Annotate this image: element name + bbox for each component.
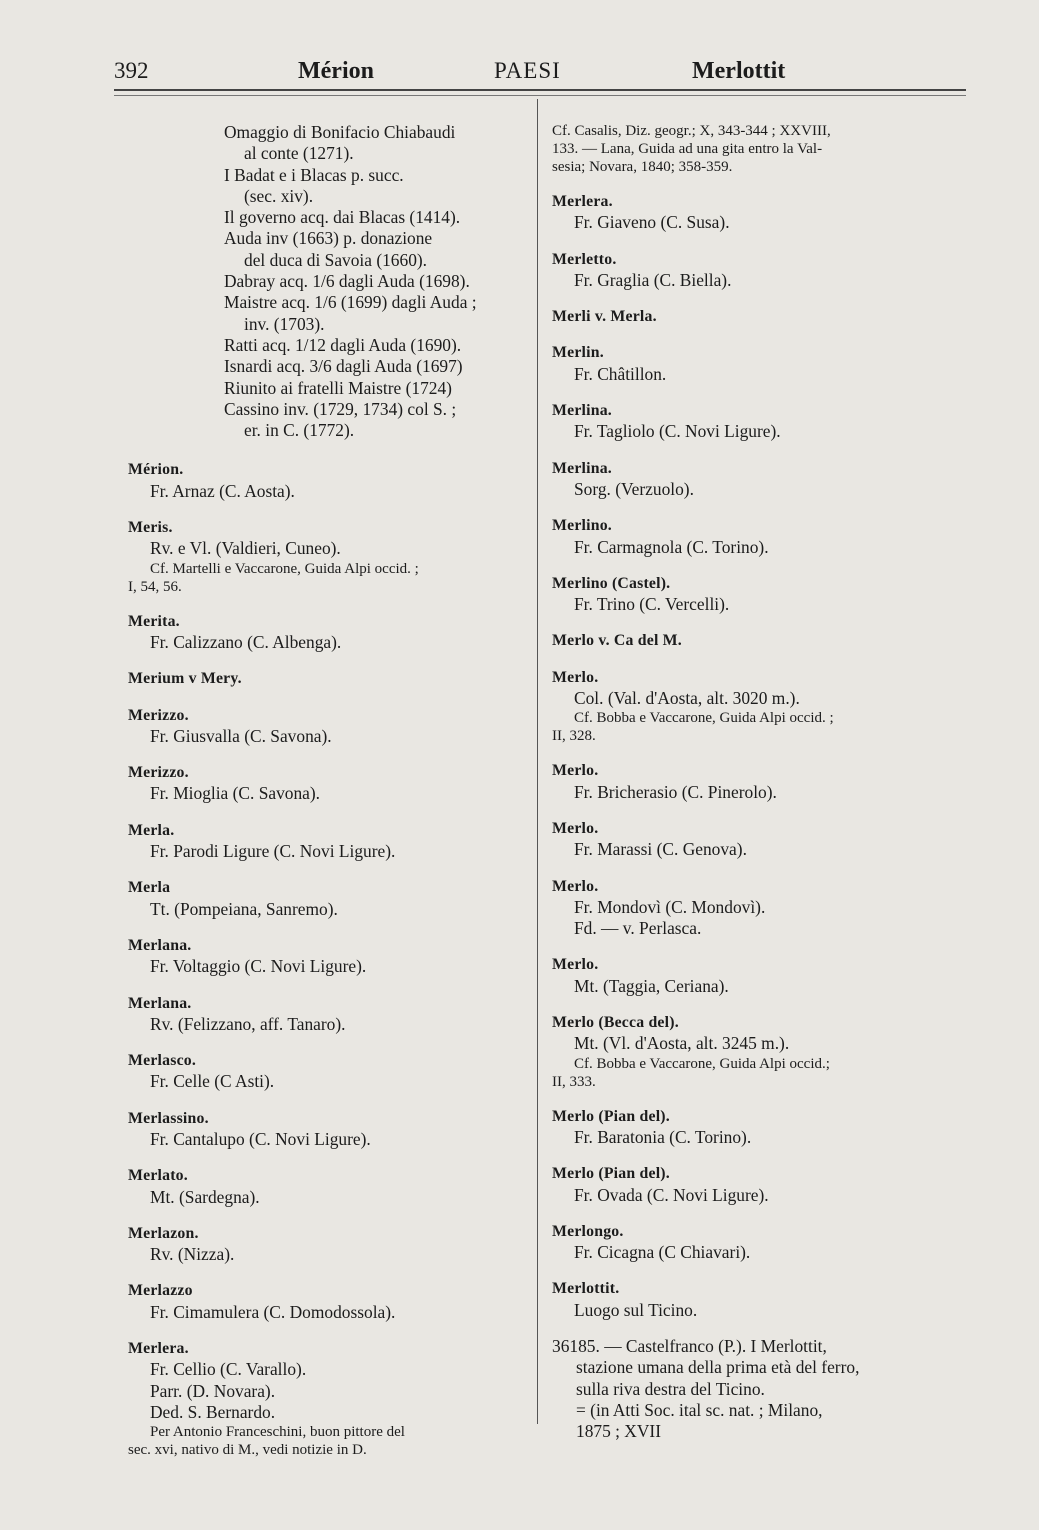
gazetteer-entry: [128, 611, 530, 654]
entry-note: II, 328.: [552, 728, 596, 745]
gazetteer-entry: [552, 630, 962, 651]
gazetteer-entry: [128, 705, 530, 748]
gazetteer-entry: [552, 876, 962, 940]
entry-line: Parr. (D. Novara).: [150, 1380, 276, 1401]
text-line: er. in C. (1772).: [244, 420, 355, 441]
entry-headword: Merlo v. Ca del M.: [552, 632, 682, 650]
text-line: Isnardi acq. 3/6 dagli Auda (1697): [224, 356, 463, 377]
entry-headword: Merli v. Merla.: [552, 308, 657, 326]
entry-line: Rv. (Nizza).: [150, 1244, 235, 1265]
entry-headword: Merlina.: [552, 459, 612, 477]
entry-note: Cf. Bobba e Vaccarone, Guida Alpi occid. ;: [574, 710, 834, 727]
entry-headword: Merlo.: [552, 956, 599, 974]
entry-line: Mt. (Sardegna).: [150, 1186, 260, 1207]
entry-line: Ded. S. Bernardo.: [150, 1401, 276, 1422]
entry-line: Fr. Cicagna (C Chiavari).: [574, 1242, 751, 1263]
bib-line: 1875 ; XVII: [576, 1421, 662, 1442]
entry-note: Cf. Martelli e Vaccarone, Guida Alpi occid. ;: [150, 560, 419, 577]
text-line: Cassino inv. (1729, 1734) col S. ;: [224, 398, 457, 419]
entry-line: Fr. Marassi (C. Genova).: [574, 839, 747, 860]
gazetteer-entry: [552, 1012, 962, 1091]
entry-note: Per Antonio Franceschini, buon pittore del: [150, 1424, 405, 1441]
gazetteer-entry: [552, 1278, 962, 1321]
entry-line: Fr. Carmagnola (C. Torino).: [574, 536, 769, 557]
gazetteer-entry: [128, 1223, 530, 1266]
note-line: 133. — Lana, Guida ad una gita entro la Val-: [552, 141, 823, 157]
entry-headword: Merletto.: [552, 250, 617, 268]
entry-line: Fr. Bricherasio (C. Pinerolo).: [574, 781, 777, 802]
entry-line: Fr. Giusvalla (C. Savona).: [150, 725, 332, 746]
right-column: [552, 122, 962, 1457]
entry-line: Fr. Celle (C Asti).: [150, 1071, 275, 1092]
entry-line: Fr. Cantalupo (C. Novi Ligure).: [150, 1128, 371, 1149]
gazetteer-entry: [552, 400, 962, 443]
gazetteer-entry: [552, 1106, 962, 1149]
entry-line: Luogo sul Ticino.: [574, 1299, 698, 1320]
entry-headword: Mérion.: [128, 461, 184, 479]
text-line: Il governo acq. dai Blacas (1414).: [224, 207, 461, 228]
entry-line: Fd. — v. Perlasca.: [574, 918, 702, 939]
gazetteer-entry: [552, 249, 962, 292]
entry-line: Fr. Graglia (C. Biella).: [574, 269, 732, 290]
note-line: sesia; Novara, 1840; 358-359.: [552, 159, 733, 175]
gazetteer-entry: [552, 573, 962, 616]
gazetteer-entry: [552, 667, 962, 746]
bib-text: — Castelfranco (P.). I Merlottit,: [604, 1335, 827, 1356]
gazetteer-entry: [128, 993, 530, 1036]
running-head-left: Mérion: [298, 58, 374, 84]
entry-headword: Merlongo.: [552, 1222, 624, 1240]
entry-headword: Merlazon.: [128, 1224, 199, 1242]
entry-line: Fr. Mioglia (C. Savona).: [150, 783, 321, 804]
entry-headword: Merla: [128, 879, 171, 897]
entry-headword: Merlana.: [128, 936, 192, 954]
entry-note: I, 54, 56.: [128, 578, 182, 595]
bib-number: 36185.: [552, 1335, 600, 1356]
entry-line: Fr. Parodi Ligure (C. Novi Ligure).: [150, 841, 396, 862]
text-line: Ratti acq. 1/12 dagli Auda (1690).: [224, 334, 462, 355]
gazetteer-entry: [552, 760, 962, 803]
entry-headword: Merita.: [128, 612, 180, 630]
entry-headword: Merlin.: [552, 344, 604, 362]
entry-headword: Merla.: [128, 821, 175, 839]
continued-entry: [128, 122, 530, 441]
bibliography-note: [552, 122, 962, 176]
entry-note: Cf. Bobba e Vaccarone, Guida Alpi occid.;: [574, 1055, 830, 1072]
entry-line: Fr. Trino (C. Vercelli).: [574, 594, 730, 615]
entry-headword: Merlo.: [552, 762, 599, 780]
entry-line: Fr. Ovada (C. Novi Ligure).: [574, 1184, 769, 1205]
gazetteer-entry: [552, 818, 962, 861]
left-column: [128, 122, 530, 1474]
gazetteer-entry: [552, 306, 962, 327]
entry-line: Sorg. (Verzuolo).: [574, 478, 694, 499]
gazetteer-entry: [128, 935, 530, 978]
entry-line: Fr. Arnaz (C. Aosta).: [150, 480, 295, 501]
gazetteer-entry: [552, 954, 962, 997]
entry-headword: Merlino (Castel).: [552, 574, 671, 592]
bib-line: stazione umana della prima età del ferro,: [576, 1357, 860, 1378]
entry-headword: Merlana.: [128, 994, 192, 1012]
entry-headword: Merlina.: [552, 402, 612, 420]
gazetteer-entry: [552, 1221, 962, 1264]
gazetteer-entry: [128, 517, 530, 596]
gazetteer-entry: [552, 342, 962, 385]
gazetteer-entry: [128, 1165, 530, 1208]
entry-headword: Merlo.: [552, 877, 599, 895]
gazetteer-entry: [128, 877, 530, 920]
entry-headword: Merlazzo: [128, 1282, 193, 1300]
header-rule-thin: [114, 95, 966, 96]
column-divider: [537, 99, 538, 1424]
entry-headword: Merlino.: [552, 517, 612, 535]
text-line: (sec. xiv).: [244, 185, 314, 206]
gazetteer-entry: [128, 459, 530, 502]
entry-line: Fr. Tagliolo (C. Novi Ligure).: [574, 421, 781, 442]
entry-line: Fr. Cimamulera (C. Domodossola).: [150, 1301, 396, 1322]
entry-headword: Merlato.: [128, 1167, 188, 1185]
bibliography-entry: [552, 1336, 962, 1442]
entry-headword: Merlera.: [552, 193, 613, 210]
entry-line: Rv. e Vl. (Valdieri, Cuneo).: [150, 538, 341, 559]
entry-line: Mt. (Taggia, Ceriana).: [574, 975, 729, 996]
entry-headword: Meris.: [128, 519, 173, 537]
text-line: Maistre acq. 1/6 (1699) dagli Auda ;: [224, 292, 477, 313]
text-line: Dabray acq. 1/6 dagli Auda (1698).: [224, 271, 470, 292]
text-line: Auda inv (1663) p. donazione: [224, 228, 433, 249]
entry-headword: Merlera.: [128, 1340, 189, 1358]
right-entry-list: [552, 191, 962, 1321]
running-head-section: PAESI: [494, 58, 561, 83]
page-number: 392: [114, 58, 149, 83]
gazetteer-entry: [128, 668, 530, 689]
page-header: [0, 52, 1039, 92]
text-line: al conte (1271).: [244, 143, 354, 164]
bib-line-first: [552, 1336, 962, 1357]
text-line: inv. (1703).: [244, 313, 325, 334]
gazetteer-entry: [128, 1108, 530, 1151]
entry-line: Fr. Cellio (C. Varallo).: [150, 1359, 307, 1380]
entry-headword: Merlassino.: [128, 1109, 209, 1127]
entry-line: Fr. Calizzano (C. Albenga).: [150, 631, 342, 652]
text-line: Omaggio di Bonifacio Chiabaudi: [224, 122, 456, 142]
entry-headword: Merlottit.: [552, 1280, 620, 1298]
bib-line: = (in Atti Soc. ital sc. nat. ; Milano,: [576, 1399, 823, 1420]
gazetteer-entry: [552, 1163, 962, 1206]
entry-line: Fr. Giaveno (C. Susa).: [574, 212, 730, 233]
note-line: Cf. Casalis, Diz. geogr.; X, 343-344 ; XXVIII,: [552, 123, 831, 139]
gazetteer-entry: [552, 515, 962, 558]
gazetteer-entry: [552, 191, 962, 234]
text-line: Riunito ai fratelli Maistre (1724): [224, 377, 452, 398]
header-rule: [114, 89, 966, 91]
bib-line: sulla riva destra del Ticino.: [576, 1378, 765, 1399]
entry-line: Rv. (Felizzano, aff. Tanaro).: [150, 1013, 346, 1034]
entry-line: Fr. Baratonia (C. Torino).: [574, 1126, 752, 1147]
entry-headword: Merlo (Becca del).: [552, 1014, 679, 1032]
gazetteer-entry: [552, 458, 962, 501]
gazetteer-entry: [128, 762, 530, 805]
entry-note: sec. xvi, nativo di M., vedi notizie in D.: [128, 1442, 367, 1459]
entry-headword: Merlo (Pian del).: [552, 1107, 670, 1125]
entry-note: II, 333.: [552, 1073, 596, 1090]
entry-line: Col. (Val. d'Aosta, alt. 3020 m.).: [574, 688, 800, 709]
running-head-right: Merlottit: [692, 58, 786, 84]
entry-headword: Merium v Mery.: [128, 670, 242, 688]
entry-line: Mt. (Vl. d'Aosta, alt. 3245 m.).: [574, 1033, 790, 1054]
gazetteer-entry: [128, 1280, 530, 1323]
gazetteer-entry: [128, 1338, 530, 1459]
entry-line: Tt. (Pompeiana, Sanremo).: [150, 898, 338, 919]
text-line: del duca di Savoia (1660).: [244, 249, 428, 270]
entry-headword: Merlasco.: [128, 1052, 197, 1070]
entry-headword: Merizzo.: [128, 706, 189, 724]
entry-headword: Merlo.: [552, 668, 599, 686]
gazetteer-entry: [128, 820, 530, 863]
entry-line: Fr. Mondovì (C. Mondovì).: [574, 896, 766, 917]
entry-line: Fr. Châtillon.: [574, 363, 667, 384]
entry-headword: Merlo (Pian del).: [552, 1165, 670, 1183]
entry-headword: Merlo.: [552, 819, 599, 837]
left-entry-list: [128, 459, 530, 1459]
text-line: I Badat e i Blacas p. succ.: [224, 164, 404, 185]
entry-line: Fr. Voltaggio (C. Novi Ligure).: [150, 956, 367, 977]
gazetteer-entry: [128, 1050, 530, 1093]
entry-headword: Merizzo.: [128, 764, 189, 782]
